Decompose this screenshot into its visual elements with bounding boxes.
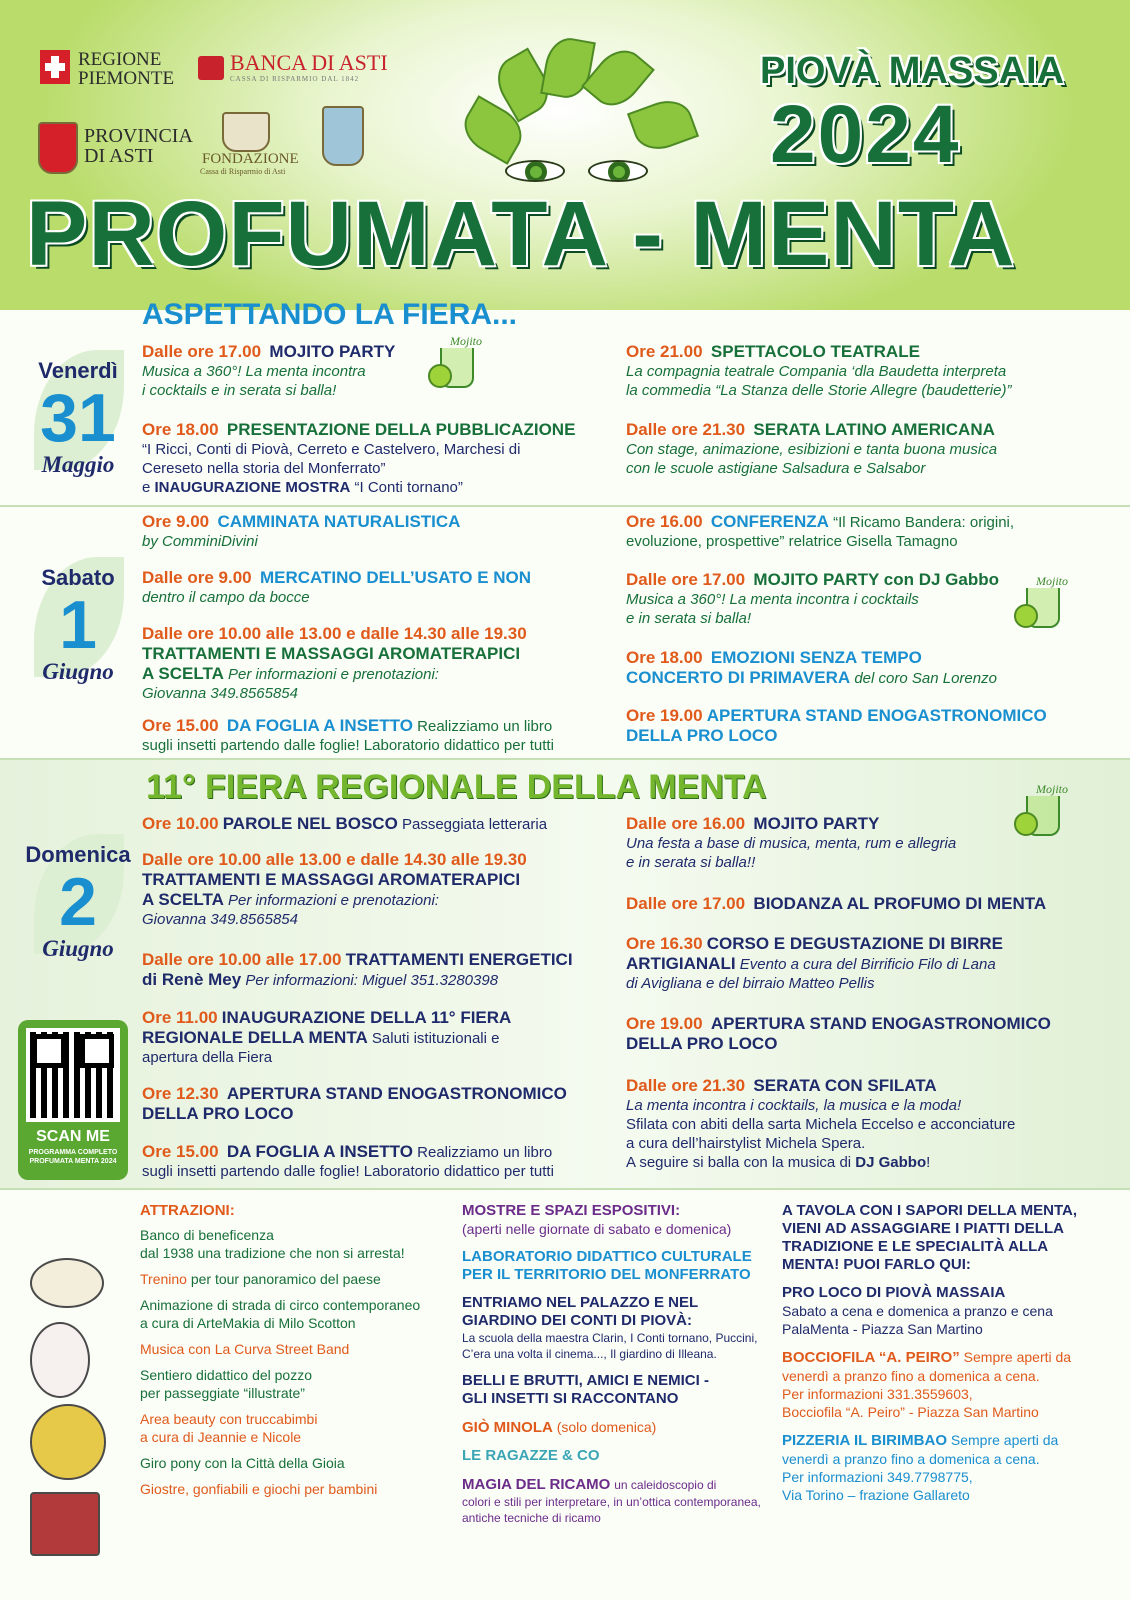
event-desc: La menta incontra i cocktails, la musica e la moda! bbox=[626, 1097, 962, 1114]
divider bbox=[0, 505, 1130, 507]
sun-event-mojito bbox=[626, 814, 956, 872]
event-time: Ore 10.00 bbox=[142, 814, 219, 833]
event-desc: Musica a 360°! La menta incontra bbox=[142, 363, 366, 380]
day-name: Sabato bbox=[41, 565, 115, 590]
event-time: Dalle ore 17.00 bbox=[626, 894, 746, 913]
comune-crest-icon bbox=[322, 106, 364, 166]
mostre-item: MAGIA DEL RICAMO bbox=[462, 1476, 611, 1493]
event-time: Dalle ore 10.00 alle 13.00 e dalle 14.30 alle 19.30 bbox=[142, 624, 527, 643]
event-time: Ore 16.00 bbox=[626, 512, 703, 531]
sun-event-birre bbox=[626, 934, 1003, 993]
event-title: CONFERENZA bbox=[710, 512, 829, 531]
event-title: SPETTACOLO TEATRALE bbox=[710, 342, 920, 361]
page-title: PROFUMATA - MENTA bbox=[26, 183, 1016, 285]
town-name: PIOVÀ MASSAIA bbox=[760, 50, 1065, 92]
event-desc: Con stage, animazione, esibizioni e tanta buona musica bbox=[626, 441, 998, 458]
event-desc: Per informazioni e prenotazioni: bbox=[228, 666, 439, 683]
event-contact: Giovanna 349.8565854 bbox=[142, 685, 298, 702]
event-desc: i cocktails e in serata si balla! bbox=[142, 382, 337, 399]
event-title: MERCATINO DELL’USATO E NON bbox=[259, 568, 532, 587]
fondazione-logo: FONDAZIONE bbox=[202, 151, 299, 167]
bocciofila-logo-icon bbox=[30, 1404, 106, 1480]
attraction-item: Animazione di strada di circo contemporaneo bbox=[140, 1297, 421, 1313]
sat-event-massaggi bbox=[142, 624, 527, 703]
day-sunday bbox=[20, 842, 136, 962]
event-desc: La compagnia teatrale Compania ‘dla Baudetta interpreta bbox=[626, 363, 1007, 380]
event-desc: a cura dell’hairstylist Michela Spera. bbox=[626, 1135, 866, 1152]
qr-sub-label: PROGRAMMA COMPLETO PROFUMATA MENTA 2024 bbox=[28, 1149, 118, 1165]
event-title: PRESENTAZIONE DELLA PUBBLICAZIONE bbox=[226, 420, 576, 439]
day-name: Domenica bbox=[25, 842, 131, 867]
event-title: DELLA PRO LOCO bbox=[142, 1104, 294, 1123]
event-time: Ore 18.00 bbox=[142, 420, 219, 439]
event-time: Dalle ore 10.00 alle 17.00 bbox=[142, 950, 342, 969]
event-desc: Saluti istituzionali e bbox=[371, 1030, 500, 1047]
event-time: Dalle ore 17.00 bbox=[626, 570, 746, 589]
day-number: 2 bbox=[59, 864, 97, 940]
banca-logo: BANCA DI ASTI bbox=[230, 50, 388, 75]
event-time: Ore 21.00 bbox=[626, 342, 703, 361]
event-title: BIODANZA AL PROFUMO DI MENTA bbox=[753, 894, 1047, 913]
event-desc: di Avigliana e del birraio Matteo Pellis bbox=[626, 975, 875, 992]
event-title: APERTURA STAND ENOGASTRONOMICO bbox=[710, 1014, 1051, 1033]
mojito-glass-icon: Mojito bbox=[428, 334, 492, 394]
event-desc: del coro San Lorenzo bbox=[854, 670, 997, 687]
event-title: MOJITO PARTY bbox=[269, 342, 396, 361]
mojito-glass-icon: Mojito bbox=[1014, 782, 1078, 842]
provincia-logo: PROVINCIA DI ASTI bbox=[84, 125, 193, 167]
event-time: Ore 11.00 bbox=[142, 1008, 218, 1027]
fri-event-teatro bbox=[626, 342, 1011, 400]
event-title: CORSO E DEGUSTAZIONE DI BIRRE bbox=[706, 934, 1003, 953]
sat-event-camminata bbox=[142, 512, 460, 551]
event-time: Ore 19.00 bbox=[626, 1014, 703, 1033]
day-month: Maggio bbox=[41, 452, 115, 477]
eye-icon bbox=[505, 160, 565, 182]
event-desc: apertura della Fiera bbox=[142, 1049, 273, 1066]
banca-logo-sub: CASSA DI RISPARMIO DAL 1842 bbox=[230, 75, 360, 83]
event-title: CONCERTO DI PRIMAVERA bbox=[626, 668, 851, 687]
event-desc: Sfilata con abiti della sarta Michela Eccelso e acconciature bbox=[626, 1116, 1016, 1133]
attraction-item: Banco di beneficenza bbox=[140, 1227, 274, 1243]
event-desc: Una festa a base di musica, menta, rum e allegria bbox=[626, 835, 957, 852]
attraction-item: Trenino bbox=[140, 1271, 187, 1287]
regione-piemonte-flag-icon bbox=[40, 50, 70, 84]
event-title: APERTURA STAND ENOGASTRONOMICO bbox=[706, 706, 1047, 725]
event-title: SERATA LATINO AMERICANA bbox=[753, 420, 995, 439]
mostre-item: LE RAGAZZE & CO bbox=[462, 1447, 600, 1464]
fri-event-mojito bbox=[142, 342, 395, 400]
sun-event-energetici bbox=[142, 950, 573, 990]
day-name: Venerdì bbox=[38, 358, 118, 383]
sat-event-foglia bbox=[142, 716, 554, 755]
event-desc: con le scuole astigiane Salsadura e Salsabor bbox=[626, 460, 926, 477]
event-subtitle: INAUGURAZIONE MOSTRA bbox=[154, 479, 351, 496]
qr-code-box[interactable] bbox=[18, 1020, 128, 1180]
event-title: REGIONALE DELLA MENTA bbox=[142, 1028, 368, 1047]
event-title: DA FOGLIA A INSETTO bbox=[226, 1142, 413, 1161]
event-title: SERATA CON SFILATA bbox=[753, 1076, 937, 1095]
event-desc: by ComminiDivini bbox=[142, 533, 258, 550]
divider bbox=[0, 1188, 1130, 1190]
event-desc: evoluzione, prospettive” relatrice Gisella Tamagno bbox=[626, 533, 958, 550]
event-desc: sugli insetti partendo dalle foglie! Laboratorio didattico per tutti bbox=[142, 737, 554, 754]
mostre-title: MOSTRE E SPAZI ESPOSITIVI: bbox=[462, 1202, 681, 1219]
section-fiera-title: 11° FIERA REGIONALE DELLA MENTA bbox=[146, 768, 767, 806]
event-time: Ore 19.00 bbox=[626, 706, 703, 725]
pro-loco-logo-icon bbox=[30, 1258, 104, 1308]
event-time: Ore 12.30 bbox=[142, 1084, 219, 1103]
sun-event-sfilata: Dalle ore 21.30 SERATA CON SFILATA La menta incontra i cocktails, la musica e la moda! Sfilata con abiti della sarta Michela Eccelso e acconciature a cura dell’hairstylist Michela Spera. A seguire si balla con la musica di DJ Gabbo! bbox=[626, 1076, 1016, 1171]
attrazioni-title: ATTRAZIONI: bbox=[140, 1202, 235, 1219]
tavola-column: A TAVOLA CON I SAPORI DELLA MENTA, VIENI AD ASSAGGIARE I PIATTI DELLA TRADIZIONE E LE SPECIALITÀ ALLA MENTA! PUOI FARLO QUI: PRO LOCO DI PIOVÀ MASSAIA Sabato a cena e domenica a pranzo e cena PalaMenta - Piazza San Martino BOCCIOFILA “A. PEIRO” Sempre aperti da venerdì a pranzo fino a domenica a cena. Per informazioni 331.3559603, Bocciofila “A. Peiro” - Piazza San Martino PIZZERIA IL BIRIMBAO Sempre aperti da venerdì a pranzo fino a domenica a cena. Per informazioni 349.7798775, Via Torino – frazione Gallareto bbox=[782, 1202, 1102, 1504]
event-title: ARTIGIANALI bbox=[626, 954, 736, 973]
attrazioni-column: ATTRAZIONI: Banco di beneficenza dal 1938 una tradizione che non si arresta! Trenino per tour panoramico del paese Animazione di strada di circo contemporaneo a cura di ArteMakia di Milo Scotton Musica con La Curva Street Band Sentiero didattico del pozzo per passeggiate “illustrate” Area beauty con truccabimbi a cura di Jeannie e Nicole Giro pony con la Città della Gioia Giostre, gonfiabili e giochi per bambini bbox=[140, 1202, 421, 1497]
event-title: TRATTAMENTI E MASSAGGI AROMATERAPICI bbox=[142, 644, 521, 663]
sat-event-mojito bbox=[626, 570, 999, 628]
event-desc: Musica a 360°! La menta incontra i cocktails bbox=[626, 591, 919, 608]
event-desc: Realizziamo un libro bbox=[417, 1144, 553, 1161]
event-desc: Cereseto nella storia del Monferrato” bbox=[142, 460, 386, 477]
event-time: Ore 15.00 bbox=[142, 716, 219, 735]
event-time: Dalle ore 10.00 alle 13.00 e dalle 14.30 alle 19.30 bbox=[142, 850, 527, 869]
day-number: 31 bbox=[40, 380, 116, 456]
event-title: CAMMINATA NATURALISTICA bbox=[217, 512, 461, 531]
event-time: Dalle ore 21.30 bbox=[626, 420, 746, 439]
banca-logo-icon bbox=[198, 56, 224, 80]
fondazione-logo-sub: Cassa di Risparmio di Asti bbox=[200, 167, 286, 176]
sun-event-foglia bbox=[142, 1142, 554, 1181]
event-desc: Evento a cura del Birrificio Filo di Lana bbox=[739, 956, 996, 973]
day-month: Giugno bbox=[42, 936, 114, 961]
event-time: Ore 9.00 bbox=[142, 512, 210, 531]
event-desc: dentro il campo da bocce bbox=[142, 589, 310, 606]
provincia-crest-icon bbox=[38, 122, 78, 174]
event-desc: Passeggiata letteraria bbox=[401, 816, 548, 833]
tavola-title: A TAVOLA CON I SAPORI DELLA MENTA, bbox=[782, 1202, 1077, 1219]
fondazione-crest-icon bbox=[222, 112, 270, 152]
mostre-item: GIÒ MINOLA bbox=[462, 1419, 553, 1436]
mojito-glass-icon: Mojito bbox=[1014, 574, 1078, 634]
mostre-item: BELLI E BRUTTI, AMICI E NEMICI - bbox=[462, 1372, 709, 1389]
event-title: EMOZIONI SENZA TEMPO bbox=[710, 648, 922, 667]
event-title: TRATTAMENTI ENERGETICI bbox=[345, 950, 573, 969]
event-title: di Renè Mey bbox=[142, 970, 242, 989]
section-aspettando-title: ASPETTANDO LA FIERA... bbox=[142, 298, 517, 331]
event-time: Dalle ore 17.00 bbox=[142, 342, 262, 361]
day-saturday bbox=[20, 565, 136, 685]
eye-icon bbox=[588, 160, 648, 182]
event-title: MOJITO PARTY bbox=[753, 814, 880, 833]
attraction-item: Giro pony bbox=[140, 1455, 201, 1471]
sat-event-mercatino bbox=[142, 568, 531, 607]
mostre-item: ENTRIAMO NEL PALAZZO E NEL bbox=[462, 1294, 699, 1311]
sun-event-biodanza bbox=[626, 894, 1046, 914]
sat-event-conferenza bbox=[626, 512, 1014, 551]
event-title: INAUGURAZIONE DELLA 11° FIERA bbox=[221, 1008, 512, 1027]
divider bbox=[0, 758, 1130, 760]
mostre-column: MOSTRE E SPAZI ESPOSITIVI: (aperti nelle giornate di sabato e domenica) LABORATORIO DIDATTICO CULTURALE PER IL TERRITORIO DEL MONFERRATO ENTRIAMO NEL PALAZZO E NEL GIARDINO DEI CONTI DI PIOVÀ: La scuola della maestra Clarin, I Conti tornano, Puccini, C’era una volta il cinema..., Il giardino di Illeana. BELLI E BRUTTI, AMICI E NEMICI - GLI INSETTI SI RACCONTANO GIÒ MINOLA (solo domenica) LE RAGAZZE & CO MAGIA DEL RICAMO un caleidoscopio di colori e stili per interpretare, in un’ottica contemporanea, antiche tecniche di ricamo bbox=[462, 1202, 772, 1526]
event-title: MOJITO PARTY con DJ Gabbo bbox=[753, 570, 1000, 589]
event-desc: la commedia “La Stanza delle Storie Allegre (baudetterie)” bbox=[626, 382, 1012, 399]
sun-event-stand-2 bbox=[626, 1014, 1051, 1054]
day-number: 1 bbox=[59, 587, 97, 663]
event-title: DELLA PRO LOCO bbox=[626, 1034, 778, 1053]
mostre-item: LABORATORIO DIDATTICO CULTURALE bbox=[462, 1248, 752, 1265]
event-desc: A seguire si balla con la musica di bbox=[626, 1154, 852, 1171]
event-time: Ore 16.30 bbox=[626, 934, 703, 953]
day-month: Giugno bbox=[42, 659, 114, 684]
sun-event-parole bbox=[142, 814, 547, 834]
santa-figure-icon bbox=[30, 1322, 90, 1398]
event-title: TRATTAMENTI E MASSAGGI AROMATERAPICI bbox=[142, 870, 521, 889]
attraction-item: Area beauty con truccabimbi bbox=[140, 1411, 318, 1427]
attraction-item: Giostre, gonfiabili e giochi per bambini bbox=[140, 1481, 378, 1497]
event-title: DA FOGLIA A INSETTO bbox=[226, 716, 413, 735]
event-title: A SCELTA bbox=[142, 890, 224, 909]
mostre-subtitle: (aperti nelle giornate di sabato e domenica) bbox=[462, 1221, 732, 1237]
attraction-item: Musica bbox=[140, 1341, 185, 1357]
event-contact: Giovanna 349.8565854 bbox=[142, 911, 298, 928]
attraction-item: dal 1938 una tradizione che non si arresta! bbox=[140, 1245, 405, 1261]
event-time: Ore 15.00 bbox=[142, 1142, 219, 1161]
event-time: Dalle ore 21.30 bbox=[626, 1076, 746, 1095]
venue-name: BOCCIOFILA “A. PEIRO” bbox=[782, 1349, 960, 1366]
event-desc: “I Ricci, Conti di Piovà, Cerreto e Castelvero, Marchesi di bbox=[142, 441, 521, 458]
sat-event-stand bbox=[626, 706, 1047, 746]
venue-name: PRO LOCO DI PIOVÀ MASSAIA bbox=[782, 1284, 1006, 1301]
citta-gioia-logo-icon bbox=[30, 1492, 100, 1556]
event-title: APERTURA STAND ENOGASTRONOMICO bbox=[226, 1084, 567, 1103]
qr-scan-label: SCAN ME bbox=[36, 1128, 110, 1145]
event-title: DELLA PRO LOCO bbox=[626, 726, 778, 745]
event-desc: Realizziamo un libro bbox=[417, 718, 553, 735]
event-desc: Per informazioni: Miguel 351.3280398 bbox=[245, 972, 499, 989]
dj-name: DJ Gabbo bbox=[855, 1154, 927, 1171]
fri-event-latino bbox=[626, 420, 997, 478]
event-desc: e in serata si balla!! bbox=[626, 854, 756, 871]
event-desc: Per informazioni e prenotazioni: bbox=[228, 892, 439, 909]
sun-event-stand bbox=[142, 1084, 567, 1124]
sun-event-massaggi bbox=[142, 850, 527, 929]
qr-code-icon[interactable] bbox=[26, 1028, 120, 1122]
fri-event-presentazione: Ore 18.00 PRESENTAZIONE DELLA PUBBLICAZIONE “I Ricci, Conti di Piovà, Cerreto e Castelvero, Marchesi di Cereseto nella storia del Monferrato” e INAUGURAZIONE MOSTRA “I Conti tornano” bbox=[142, 420, 576, 496]
attraction-item: Sentiero didattico del pozzo bbox=[140, 1367, 312, 1383]
event-title: A SCELTA bbox=[142, 664, 224, 683]
event-desc: “Il Ricamo Bandera: origini, bbox=[833, 514, 1015, 531]
event-time: Dalle ore 9.00 bbox=[142, 568, 252, 587]
event-time: Ore 18.00 bbox=[626, 648, 703, 667]
event-desc: sugli insetti partendo dalle foglie! Laboratorio didattico per tutti bbox=[142, 1163, 554, 1180]
regione-logo: REGIONE PIEMONTE bbox=[78, 49, 175, 89]
sat-event-concerto bbox=[626, 648, 997, 688]
day-friday bbox=[20, 358, 136, 478]
venue-name: PIZZERIA IL BIRIMBAO bbox=[782, 1432, 947, 1449]
event-title: PAROLE NEL BOSCO bbox=[222, 814, 398, 833]
event-time: Dalle ore 16.00 bbox=[626, 814, 746, 833]
year: 2024 bbox=[770, 89, 961, 180]
sun-event-inaugurazione bbox=[142, 1008, 511, 1067]
event-desc: e in serata si balla! bbox=[626, 610, 752, 627]
